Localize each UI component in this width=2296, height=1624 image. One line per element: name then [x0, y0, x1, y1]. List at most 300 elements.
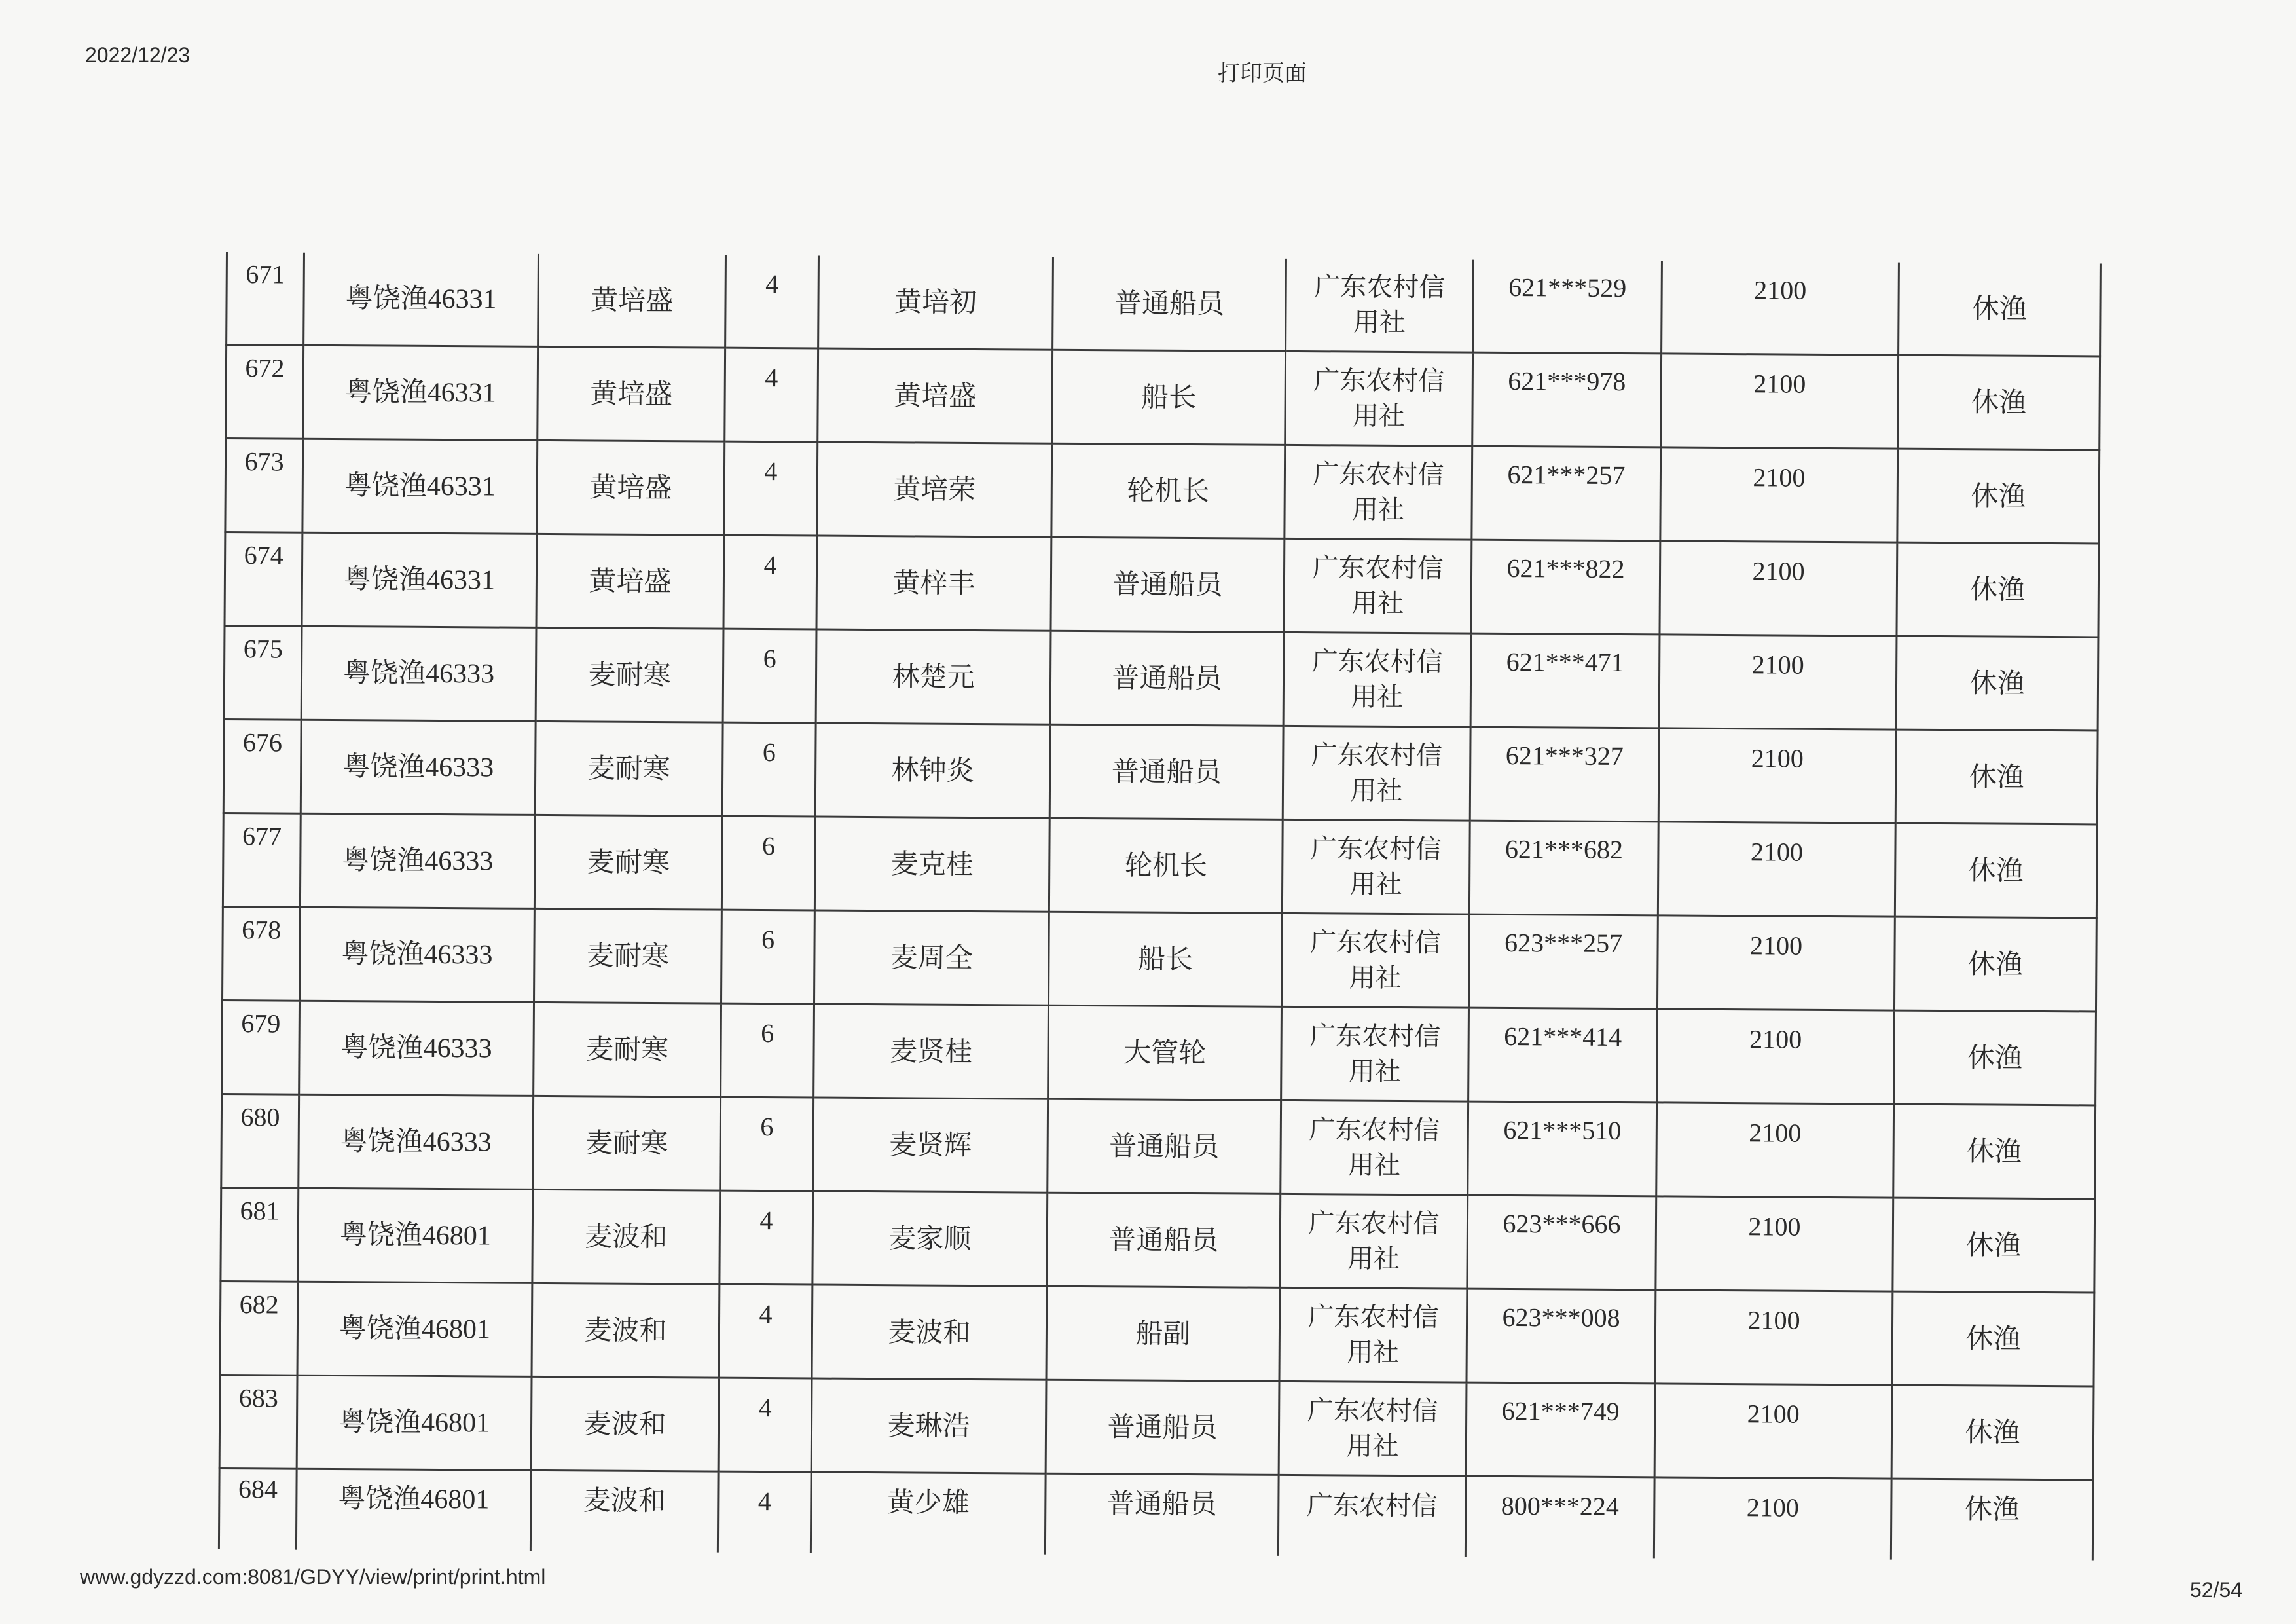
cell-status-text: 休渔: [1971, 292, 2028, 325]
table-row: [223, 719, 2098, 824]
cell-crew-name-text: 黄培荣: [893, 473, 976, 506]
cell-bank: [1284, 538, 1472, 633]
table-row: [227, 252, 2101, 356]
cell-crew-name-text: 林钟炎: [891, 754, 974, 786]
cell-boat-owner-text: 黄培盛: [590, 284, 674, 317]
cell-serial-no-text: 684: [238, 1474, 278, 1504]
table-row: [219, 1468, 2093, 1560]
cell-crew-name-text: 麦家顺: [888, 1222, 972, 1255]
bank-name-line-1: 广东农村信: [1310, 834, 1442, 865]
cell-boat-owner-text: 黄培盛: [590, 377, 673, 411]
cell-status-text: 休渔: [1964, 1492, 2020, 1525]
cell-bank: [1286, 259, 1474, 352]
cell-status: [1898, 355, 2100, 450]
cell-account: [1470, 633, 1660, 728]
cell-crew-position: [1048, 1005, 1282, 1100]
cell-boat-owner: [534, 908, 722, 1003]
cell-amount: [1660, 447, 1898, 542]
cell-boat-owner: [536, 627, 723, 722]
cell-account: [1471, 540, 1660, 635]
print-date: 2022/12/23: [85, 43, 191, 67]
cell-amount-text: 2100: [1753, 369, 1806, 399]
cell-crew-count-text: 4: [759, 1299, 773, 1329]
cell-crew-count: [721, 816, 815, 910]
cell-amount: [1657, 915, 1895, 1010]
cell-serial-no: [225, 439, 303, 533]
cell-serial-no-text: 682: [239, 1289, 279, 1320]
cell-crew-name: [816, 629, 1051, 724]
cell-bank: [1281, 1006, 1469, 1101]
cell-crew-count-text: 4: [765, 363, 778, 393]
cell-amount-text: 2100: [1749, 1024, 1802, 1054]
cell-boat-owner-text: 麦耐寒: [585, 1126, 668, 1160]
bank-name-line-1: 广东农村信: [1312, 553, 1444, 584]
cell-crew-name: [815, 723, 1050, 818]
cell-amount-text: 2100: [1753, 462, 1806, 492]
table-row: [219, 1375, 2094, 1479]
bank-name-line-2: 用社: [1349, 869, 1402, 900]
cell-boat-number: [299, 1094, 534, 1189]
cell-amount: [1659, 635, 1897, 729]
cell-bank: [1281, 1100, 1468, 1195]
cell-crew-name: [818, 256, 1053, 350]
cell-crew-name: [814, 817, 1049, 912]
bank-name-line-1: 广东农村信: [1313, 459, 1444, 490]
cell-status: [1897, 449, 2100, 544]
table-row: [223, 906, 2097, 1011]
cell-serial-no-text: 677: [242, 821, 282, 851]
cell-crew-name-text: 麦波和: [888, 1316, 971, 1348]
bank-name-line-2: 用社: [1353, 307, 1406, 339]
cell-crew-position: [1051, 443, 1285, 538]
bank-name-line-2: 用社: [1347, 1337, 1400, 1368]
cell-status-text: 休渔: [1967, 948, 2024, 980]
cell-status: [1892, 1291, 2094, 1386]
table-row: [221, 1094, 2096, 1198]
cell-account-text: 621***978: [1508, 365, 1626, 397]
cell-amount: [1656, 1103, 1894, 1198]
cell-crew-count-text: 6: [761, 831, 776, 861]
cell-crew-count-text: 4: [758, 1393, 772, 1423]
cell-boat-owner-text: 麦耐寒: [585, 1033, 669, 1066]
cell-crew-name-text: 黄培初: [894, 286, 977, 319]
cell-status-text: 休渔: [1966, 1135, 2022, 1168]
cell-crew-position: [1050, 631, 1284, 726]
cell-account-text: 623***008: [1502, 1302, 1620, 1333]
cell-amount-text: 2100: [1752, 556, 1805, 586]
cell-amount: [1654, 1477, 1891, 1560]
cell-crew-position-text: 普通船员: [1111, 755, 1222, 788]
cell-boat-owner: [533, 1096, 721, 1190]
cell-bank: [1283, 632, 1471, 727]
cell-serial-no: [223, 813, 301, 907]
cell-status: [1895, 823, 2097, 918]
cell-crew-count: [724, 441, 818, 536]
cell-crew-name: [817, 442, 1052, 537]
cell-boat-owner-text: 麦耐寒: [588, 658, 671, 692]
cell-crew-count: [723, 629, 816, 723]
fisher-subsidy-table: [218, 252, 2102, 1560]
cell-status: [1891, 1385, 2094, 1480]
cell-crew-position: [1048, 1099, 1281, 1194]
cell-boat-number-text: 粤饶渔46331: [344, 471, 496, 502]
page-title: 打印页面: [1218, 61, 1307, 86]
cell-crew-name-text: 麦贤桂: [889, 1035, 973, 1067]
cell-boat-owner: [538, 346, 725, 441]
bank-name-line-2: 用社: [1347, 1150, 1401, 1181]
cell-crew-name: [812, 1285, 1047, 1380]
cell-serial-no: [223, 719, 301, 813]
cell-amount-text: 2100: [1750, 837, 1804, 867]
bank-name-line-2: 用社: [1348, 1056, 1402, 1087]
cell-amount: [1655, 1290, 1893, 1385]
cell-crew-position: [1048, 912, 1282, 1006]
cell-serial-no: [226, 345, 304, 439]
bank-name-line-1: 广东农村信: [1309, 927, 1442, 959]
cell-amount-text: 2100: [1746, 1492, 1799, 1522]
cell-serial-no: [221, 1094, 299, 1188]
cell-status-text: 休渔: [1969, 667, 2025, 699]
cell-boat-number-text: 粤饶渔46333: [341, 939, 493, 970]
cell-crew-position-text: 轮机长: [1124, 849, 1207, 882]
cell-crew-count: [719, 1284, 812, 1378]
bank-name-line-2: 用社: [1351, 588, 1404, 619]
table-row: [222, 1000, 2096, 1105]
cell-crew-count: [720, 1097, 814, 1191]
cell-crew-position-text: 船长: [1137, 942, 1194, 976]
cell-account-text: 621***414: [1504, 1021, 1622, 1052]
cell-status-text: 休渔: [1967, 1041, 2023, 1074]
cell-serial-no-text: 681: [240, 1196, 280, 1226]
table-row: [221, 1187, 2095, 1292]
cell-crew-count-text: 6: [762, 737, 776, 767]
cell-crew-position-text: 普通船员: [1112, 568, 1223, 601]
cell-account-text: 621***529: [1508, 272, 1627, 303]
bank-name-line-1: 广东农村信: [1311, 740, 1442, 771]
cell-boat-number-text: 粤饶渔46333: [342, 658, 495, 690]
cell-amount: [1661, 354, 1899, 449]
cell-boat-number-text: 粤饶渔46333: [340, 1033, 492, 1064]
cell-crew-position-text: 普通船员: [1109, 1130, 1220, 1163]
cell-boat-number-text: 粤饶渔46333: [342, 845, 494, 877]
cell-crew-name-text: 麦周全: [890, 941, 974, 974]
cell-status: [1899, 263, 2101, 356]
cell-serial-no-text: 680: [240, 1102, 280, 1132]
cell-serial-no: [224, 625, 302, 720]
cell-crew-count-text: 6: [761, 925, 775, 955]
cell-account-text: 800***224: [1501, 1490, 1619, 1522]
cell-status-text: 休渔: [1966, 1228, 2022, 1261]
cell-crew-position: [1047, 1192, 1281, 1287]
cell-crew-position: [1053, 257, 1286, 352]
cell-serial-no: [219, 1375, 297, 1469]
cell-boat-number: [299, 1001, 534, 1096]
cell-boat-number-text: 粤饶渔46333: [340, 1126, 492, 1158]
cell-crew-name: [811, 1472, 1046, 1555]
cell-boat-owner: [537, 440, 725, 535]
table-row: [226, 345, 2100, 450]
cell-amount: [1657, 1009, 1895, 1104]
cell-status: [1894, 917, 2096, 1012]
cell-boat-owner: [534, 815, 722, 910]
cell-status-text: 休渔: [1969, 760, 2024, 793]
cell-crew-position: [1045, 1473, 1279, 1556]
bank-name-line-2: 用社: [1346, 1431, 1399, 1462]
cell-boat-number: [302, 532, 537, 627]
cell-crew-count-text: 4: [763, 550, 777, 580]
cell-amount: [1658, 728, 1896, 823]
cell-status: [1895, 729, 2098, 824]
cell-account: [1468, 1008, 1658, 1103]
cell-crew-name: [811, 1378, 1046, 1473]
cell-boat-number-text: 粤饶渔46801: [338, 1484, 490, 1515]
cell-crew-position-text: 船长: [1141, 380, 1197, 414]
cell-account-text: 621***749: [1501, 1395, 1620, 1427]
cell-serial-no: [220, 1281, 298, 1375]
cell-serial-no-text: 683: [238, 1383, 278, 1413]
bank-name-line-1: 广东农村信: [1307, 1395, 1438, 1427]
cell-boat-owner-text: 黄培盛: [589, 471, 672, 504]
cell-account: [1466, 1382, 1655, 1477]
cell-crew-name-text: 麦琳浩: [887, 1409, 970, 1442]
cell-boat-number-text: 粤饶渔46331: [343, 564, 496, 596]
cell-boat-owner-text: 麦耐寒: [586, 939, 670, 972]
table-row: [225, 532, 2099, 637]
cell-amount: [1660, 541, 1897, 636]
cell-crew-count-text: 4: [759, 1206, 773, 1236]
cell-amount: [1656, 1196, 1893, 1291]
cell-amount-text: 2100: [1751, 650, 1804, 680]
cell-crew-name-text: 麦克桂: [890, 847, 974, 880]
cell-amount-text: 2100: [1747, 1399, 1800, 1429]
cell-bank: [1283, 726, 1470, 821]
cell-boat-owner: [531, 1376, 719, 1471]
cell-crew-name-text: 林楚元: [892, 660, 975, 693]
cell-boat-owner: [535, 721, 723, 816]
cell-boat-owner-text: 麦耐寒: [587, 752, 670, 785]
cell-crew-count: [725, 255, 819, 348]
cell-account: [1470, 727, 1659, 822]
cell-bank: [1285, 351, 1473, 446]
cell-status-text: 休渔: [1965, 1416, 2020, 1449]
table-row: [225, 439, 2100, 544]
bank-name-line-1: 广东农村信: [1309, 1115, 1440, 1146]
cell-boat-owner-text: 麦波和: [583, 1484, 666, 1517]
bank-name-line-1: 广东农村信: [1307, 1302, 1439, 1333]
cell-status: [1893, 1104, 2096, 1199]
cell-boat-number-text: 粤饶渔46801: [338, 1314, 491, 1345]
cell-status-text: 休渔: [1965, 1322, 2021, 1355]
cell-amount-text: 2100: [1749, 931, 1803, 961]
table-row: [220, 1281, 2094, 1386]
table-row: [223, 813, 2097, 917]
cell-boat-owner-text: 麦波和: [584, 1314, 667, 1347]
cell-bank: [1282, 819, 1470, 914]
cell-serial-no-text: 675: [243, 634, 283, 664]
cell-crew-name: [813, 1098, 1048, 1192]
cell-account-text: 621***327: [1505, 740, 1624, 771]
cell-boat-owner-text: 麦波和: [585, 1220, 668, 1253]
cell-boat-number: [302, 439, 538, 534]
cell-bank: [1278, 1475, 1466, 1557]
cell-amount-text: 2100: [1751, 743, 1804, 773]
page-url: www.gdyzzd.com:8081/GDYY/view/print/print.html: [80, 1565, 546, 1589]
cell-bank: [1279, 1287, 1467, 1382]
cell-crew-count-text: 4: [757, 1486, 771, 1517]
cell-boat-number-text: 粤饶渔46801: [338, 1407, 490, 1439]
cell-crew-position-text: 普通船员: [1108, 1223, 1219, 1257]
cell-status: [1891, 1479, 2093, 1560]
cell-crew-position: [1049, 818, 1283, 913]
cell-crew-name-text: 黄培盛: [894, 379, 977, 413]
cell-boat-owner-text: 麦波和: [583, 1407, 666, 1441]
bank-name-line-1: 广东农村信: [1313, 365, 1445, 397]
cell-bank: [1285, 445, 1472, 540]
cell-crew-position-text: 普通船员: [1107, 1411, 1218, 1444]
cell-account-text: 623***257: [1504, 927, 1623, 959]
bank-name-line-2: 用社: [1351, 682, 1404, 712]
cell-crew-count: [721, 1003, 814, 1098]
cell-boat-number-text: 粤饶渔46333: [342, 752, 494, 783]
cell-account: [1472, 352, 1662, 447]
cell-crew-name: [816, 536, 1051, 631]
cell-crew-count-text: 4: [764, 456, 778, 487]
cell-bank: [1279, 1381, 1467, 1476]
cell-boat-owner: [536, 534, 724, 629]
cell-boat-number: [297, 1375, 532, 1470]
page-number: 52/54: [2190, 1578, 2243, 1602]
bank-name-line-2: 用社: [1350, 775, 1403, 806]
cell-account: [1472, 446, 1661, 541]
cell-status-text: 休渔: [1970, 573, 2026, 606]
cell-serial-no-text: 679: [241, 1008, 281, 1039]
cell-account-text: 623***666: [1503, 1208, 1621, 1240]
cell-account: [1469, 821, 1658, 915]
cell-crew-count-text: 4: [765, 269, 779, 299]
cell-boat-number: [296, 1469, 531, 1551]
bank-name-line-2: 用社: [1351, 494, 1405, 526]
cell-amount-text: 2100: [1754, 275, 1807, 305]
cell-crew-position-text: 船副: [1135, 1317, 1191, 1350]
cell-amount: [1658, 822, 1895, 917]
cell-crew-count: [718, 1471, 811, 1553]
cell-crew-count-text: 6: [761, 1018, 774, 1048]
bank-name-line-1: 广东农村信: [1306, 1490, 1438, 1522]
cell-crew-count-text: 6: [760, 1112, 774, 1142]
cell-crew-position: [1051, 537, 1285, 632]
bank-name-line-2: 用社: [1352, 401, 1406, 432]
cell-boat-number: [297, 1282, 532, 1376]
cell-amount-text: 2100: [1749, 1118, 1802, 1148]
cell-crew-count: [720, 1190, 813, 1285]
cell-account-text: 621***822: [1506, 553, 1625, 584]
cell-crew-position-text: 普通船员: [1112, 661, 1222, 695]
cell-crew-count: [721, 910, 815, 1004]
cell-serial-no-text: 678: [242, 915, 282, 945]
cell-crew-position: [1046, 1286, 1280, 1381]
cell-account: [1468, 914, 1658, 1009]
cell-boat-number: [304, 253, 539, 347]
cell-account-text: 621***510: [1503, 1115, 1622, 1146]
cell-serial-no: [221, 1187, 299, 1282]
cell-boat-number-text: 粤饶渔46331: [344, 377, 496, 409]
cell-status-text: 休渔: [1971, 479, 2026, 512]
table-body: [219, 252, 2100, 1560]
cell-boat-owner-text: 麦耐寒: [587, 845, 670, 879]
cell-crew-count: [722, 722, 816, 817]
cell-crew-position: [1052, 350, 1286, 445]
cell-serial-no: [222, 1000, 300, 1094]
cell-account: [1473, 260, 1662, 354]
cell-serial-no: [227, 252, 304, 345]
cell-crew-count-text: 6: [763, 644, 776, 674]
cell-crew-position-text: 普通船员: [1114, 287, 1225, 320]
cell-crew-name-text: 麦贤辉: [889, 1128, 972, 1161]
cell-crew-name-text: 黄梓丰: [892, 566, 975, 599]
cell-account-text: 621***471: [1506, 646, 1624, 678]
cell-amount: [1654, 1384, 1892, 1479]
bank-name-line-1: 广东农村信: [1308, 1208, 1440, 1240]
cell-crew-count: [725, 348, 818, 442]
cell-bank: [1281, 913, 1469, 1008]
cell-serial-no: [219, 1468, 297, 1549]
cell-account: [1467, 1195, 1656, 1290]
cell-status: [1894, 1010, 2096, 1105]
cell-amount-text: 2100: [1748, 1211, 1801, 1242]
cell-boat-number: [301, 720, 536, 815]
cell-status: [1896, 636, 2098, 731]
cell-serial-no: [225, 532, 302, 627]
cell-boat-number: [301, 626, 536, 721]
cell-crew-name: [814, 1004, 1049, 1099]
cell-account: [1465, 1476, 1654, 1558]
cell-boat-number-text: 粤饶渔46331: [345, 284, 497, 315]
cell-status: [1893, 1198, 2095, 1293]
cell-amount-text: 2100: [1747, 1305, 1800, 1335]
bank-name-line-1: 广东农村信: [1311, 646, 1443, 678]
cell-boat-owner: [532, 1283, 720, 1378]
cell-amount: [1662, 261, 1899, 355]
cell-serial-no-text: 674: [244, 540, 283, 570]
cell-serial-no-text: 673: [244, 447, 284, 477]
cell-serial-no-text: 672: [245, 353, 285, 383]
cell-serial-no-text: 671: [246, 259, 285, 289]
cell-status: [1897, 542, 2099, 637]
cell-boat-owner: [532, 1189, 720, 1284]
cell-crew-count: [723, 535, 817, 629]
cell-boat-number: [303, 345, 538, 440]
cell-account: [1467, 1289, 1656, 1384]
cell-crew-name: [814, 910, 1049, 1005]
cell-boat-number-text: 粤饶渔46801: [339, 1220, 491, 1251]
cell-boat-owner: [538, 254, 726, 348]
cell-crew-count: [718, 1378, 812, 1472]
cell-crew-position-text: 大管轮: [1123, 1036, 1207, 1069]
cell-boat-number: [300, 907, 535, 1002]
cell-account-text: 621***682: [1504, 834, 1624, 865]
cell-status-text: 休渔: [1968, 854, 2024, 887]
cell-boat-owner: [534, 1002, 721, 1097]
cell-account-text: 621***257: [1507, 459, 1626, 490]
cell-account: [1468, 1101, 1657, 1196]
cell-crew-position-text: 普通船员: [1106, 1487, 1217, 1521]
table-row: [224, 625, 2098, 730]
cell-boat-number: [300, 813, 535, 908]
cell-crew-name: [812, 1191, 1048, 1286]
bank-name-line-1: 广东农村信: [1314, 272, 1446, 303]
cell-boat-owner-text: 黄培盛: [589, 564, 672, 598]
cell-crew-position: [1049, 724, 1283, 819]
